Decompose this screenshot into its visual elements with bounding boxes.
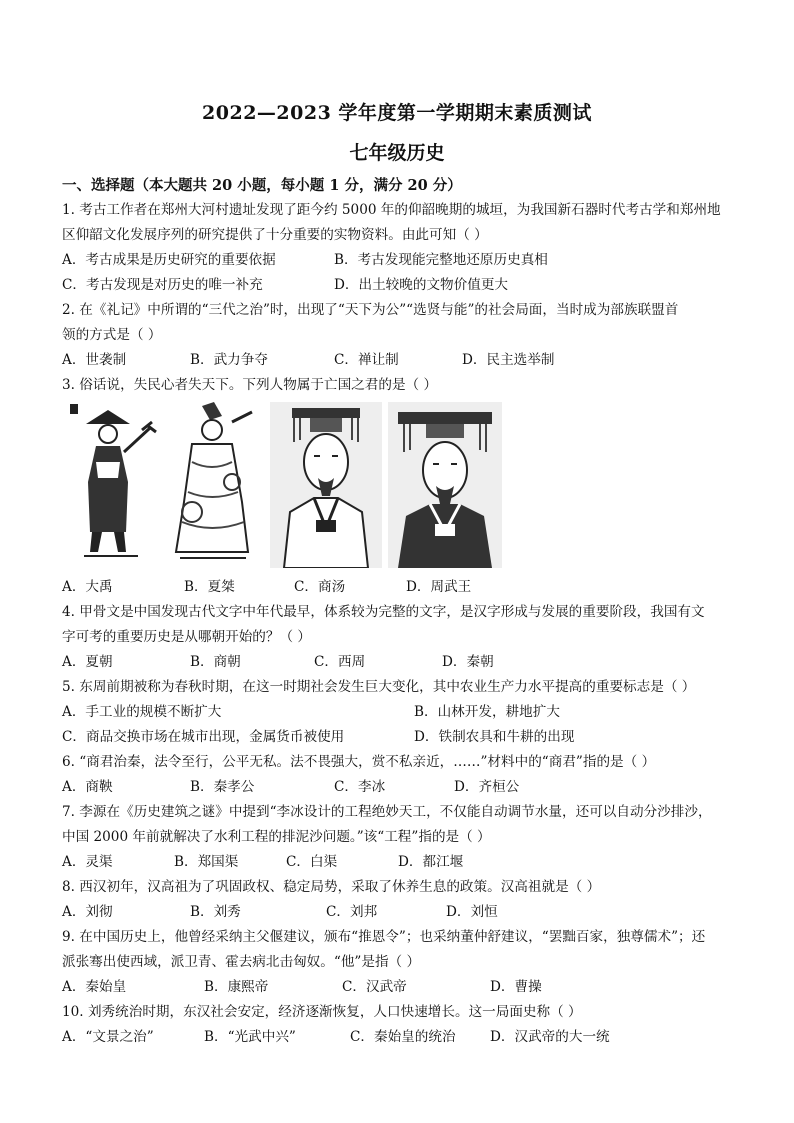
option-a[interactable]: A．世袭制 [62,352,127,368]
option-b[interactable]: B．考古发现能完整地还原历史真相 [334,252,548,268]
option-c[interactable]: C．秦始皇的统治 [350,1029,456,1045]
option-row [62,273,752,298]
option-d[interactable]: D．出土较晚的文物价值更大 [334,277,509,293]
option-row [62,700,752,725]
option-c[interactable]: C．白渠 [286,854,338,870]
question-text: 中国 2000 年前就解决了水利工程的排泥沙问题。”该“工程”指的是（ ） [62,829,491,845]
option-d[interactable]: D．都江堰 [398,854,464,870]
option-d[interactable]: D．汉武帝的大一统 [490,1029,610,1045]
option-b[interactable]: B．商朝 [190,654,241,670]
option-b[interactable]: B．康熙帝 [204,979,269,995]
question-8 [62,875,752,925]
question-4 [62,600,752,675]
option-a[interactable]: A．灵渠 [62,854,113,870]
question-3 [62,373,752,600]
question-text: 3. 俗话说，失民心者失天下。下列人物属于亡国之君的是（ ） [62,377,438,393]
option-a[interactable]: A．考古成果是历史研究的重要依据 [62,252,276,268]
page-subtitle: 七年级历史 [349,142,445,164]
portrait-2-image [162,402,262,568]
option-c[interactable]: C．李冰 [334,779,386,795]
option-row [62,975,752,1000]
option-row [62,248,752,273]
option-row [62,650,752,675]
option-a[interactable]: A．刘彻 [62,904,113,920]
section-heading: 一、选择题（本大题共 20 小题，每小题 1 分，满分 20 分） [62,177,462,194]
option-b[interactable]: B．武力争夺 [190,352,268,368]
question-5 [62,675,752,750]
question-7 [62,800,752,875]
question-text: 6. “商君治秦，法令至行，公平无私。法不畏强大，赏不私亲近，……”材料中的“商君”指的是（ ） [62,754,656,770]
question-text: 领的方式是（ ） [62,327,162,343]
option-row [62,850,752,875]
option-b[interactable]: B．夏桀 [184,579,235,595]
question-text: 4. 甲骨文是中国发现古代文字中年代最早，体系较为完整的文字，是汉字形成与发展的重要阶段，我国有文 [62,604,705,620]
question-text: 2. 在《礼记》中所谓的“三代之治”时，出现了“天下为公”“选贤与能”的社会局面，当时成为部族联盟首 [62,302,679,318]
question-text: 5. 东周前期被称为春秋时期，在这一时期社会发生巨大变化，其中农业生产力水平提高的重要标志是（ ） [62,679,696,695]
question-text: 派张骞出使西域，派卫青、霍去病北击匈奴。“他”是指（ ） [62,954,421,970]
option-a[interactable]: A．手工业的规模不断扩大 [62,704,222,720]
option-d[interactable]: D．曹操 [490,979,542,995]
portrait-4-image [388,402,502,568]
question-2 [62,298,752,373]
question-text: 区仰韶文化发展序列的研究提供了十分重要的实物资料。由此可知（ ） [62,227,488,243]
option-c[interactable]: C．商汤 [294,579,346,595]
option-d[interactable]: D．民主选举制 [462,352,555,368]
option-d[interactable]: D．齐桓公 [454,779,520,795]
question-text: 9. 在中国历史上，他曾经采纳主父偃建议，颁布“推恩令”；也采纳董仲舒建议，“罢黜百家，独尊儒术”；还 [62,929,706,945]
option-c[interactable]: C．西周 [314,654,366,670]
option-a[interactable]: A．大禹 [62,579,113,595]
option-a[interactable]: A．商鞅 [62,779,113,795]
option-row [62,900,752,925]
option-row [62,725,752,750]
question-list [62,198,752,1050]
page-title: 2022—2023 学年度第一学期期末素质测试 [202,102,592,124]
option-d[interactable]: D．铁制农具和牛耕的出现 [414,729,575,745]
option-d[interactable]: D．周武王 [406,579,472,595]
option-row [62,575,752,600]
option-b[interactable]: B．“光武中兴” [204,1029,296,1045]
question-10 [62,1000,752,1050]
question-text: 1. 考古工作者在郑州大河村遗址发现了距今约 5000 年的仰韶晚期的城垣，为我国新石器时代考古学和郑州地 [62,202,721,218]
option-b[interactable]: B．郑国渠 [174,854,239,870]
option-c[interactable]: C．商品交换市场在城市出现，金属货币被使用 [62,729,345,745]
option-b[interactable]: B．山林开发，耕地扩大 [414,704,560,720]
option-c[interactable]: C．汉武帝 [342,979,407,995]
option-b[interactable]: B．秦孝公 [190,779,255,795]
option-a[interactable]: A．“文景之治” [62,1029,154,1045]
question-text: 字可考的重要历史是从哪朝开始的？（ ） [62,629,312,645]
option-c[interactable]: C．禅让制 [334,352,399,368]
question-1 [62,198,752,298]
option-row [62,775,752,800]
portrait-row [62,402,752,572]
option-b[interactable]: B．刘秀 [190,904,241,920]
question-text: 8. 西汉初年，汉高祖为了巩固政权、稳定局势，采取了休养生息的政策。汉高祖就是（ ） [62,879,601,895]
option-c[interactable]: C．刘邦 [326,904,378,920]
question-text: 10. 刘秀统治时期，东汉社会安定，经济逐渐恢复，人口快速增长。这一局面史称（ ） [62,1004,582,1020]
option-a[interactable]: A．秦始皇 [62,979,127,995]
option-a[interactable]: A．夏朝 [62,654,113,670]
question-6 [62,750,752,800]
question-9 [62,925,752,1000]
option-row [62,1025,752,1050]
portrait-3-image [270,402,382,568]
option-d[interactable]: D．刘恒 [446,904,498,920]
option-c[interactable]: C．考古发现是对历史的唯一补充 [62,277,263,293]
question-text: 7. 李源在《历史建筑之谜》中提到“李冰设计的工程绝妙天工，不仅能自动调节水量，还可以自动分沙排沙， [62,804,712,820]
option-d[interactable]: D．秦朝 [442,654,494,670]
option-row [62,348,752,373]
portrait-1-image [68,402,160,568]
